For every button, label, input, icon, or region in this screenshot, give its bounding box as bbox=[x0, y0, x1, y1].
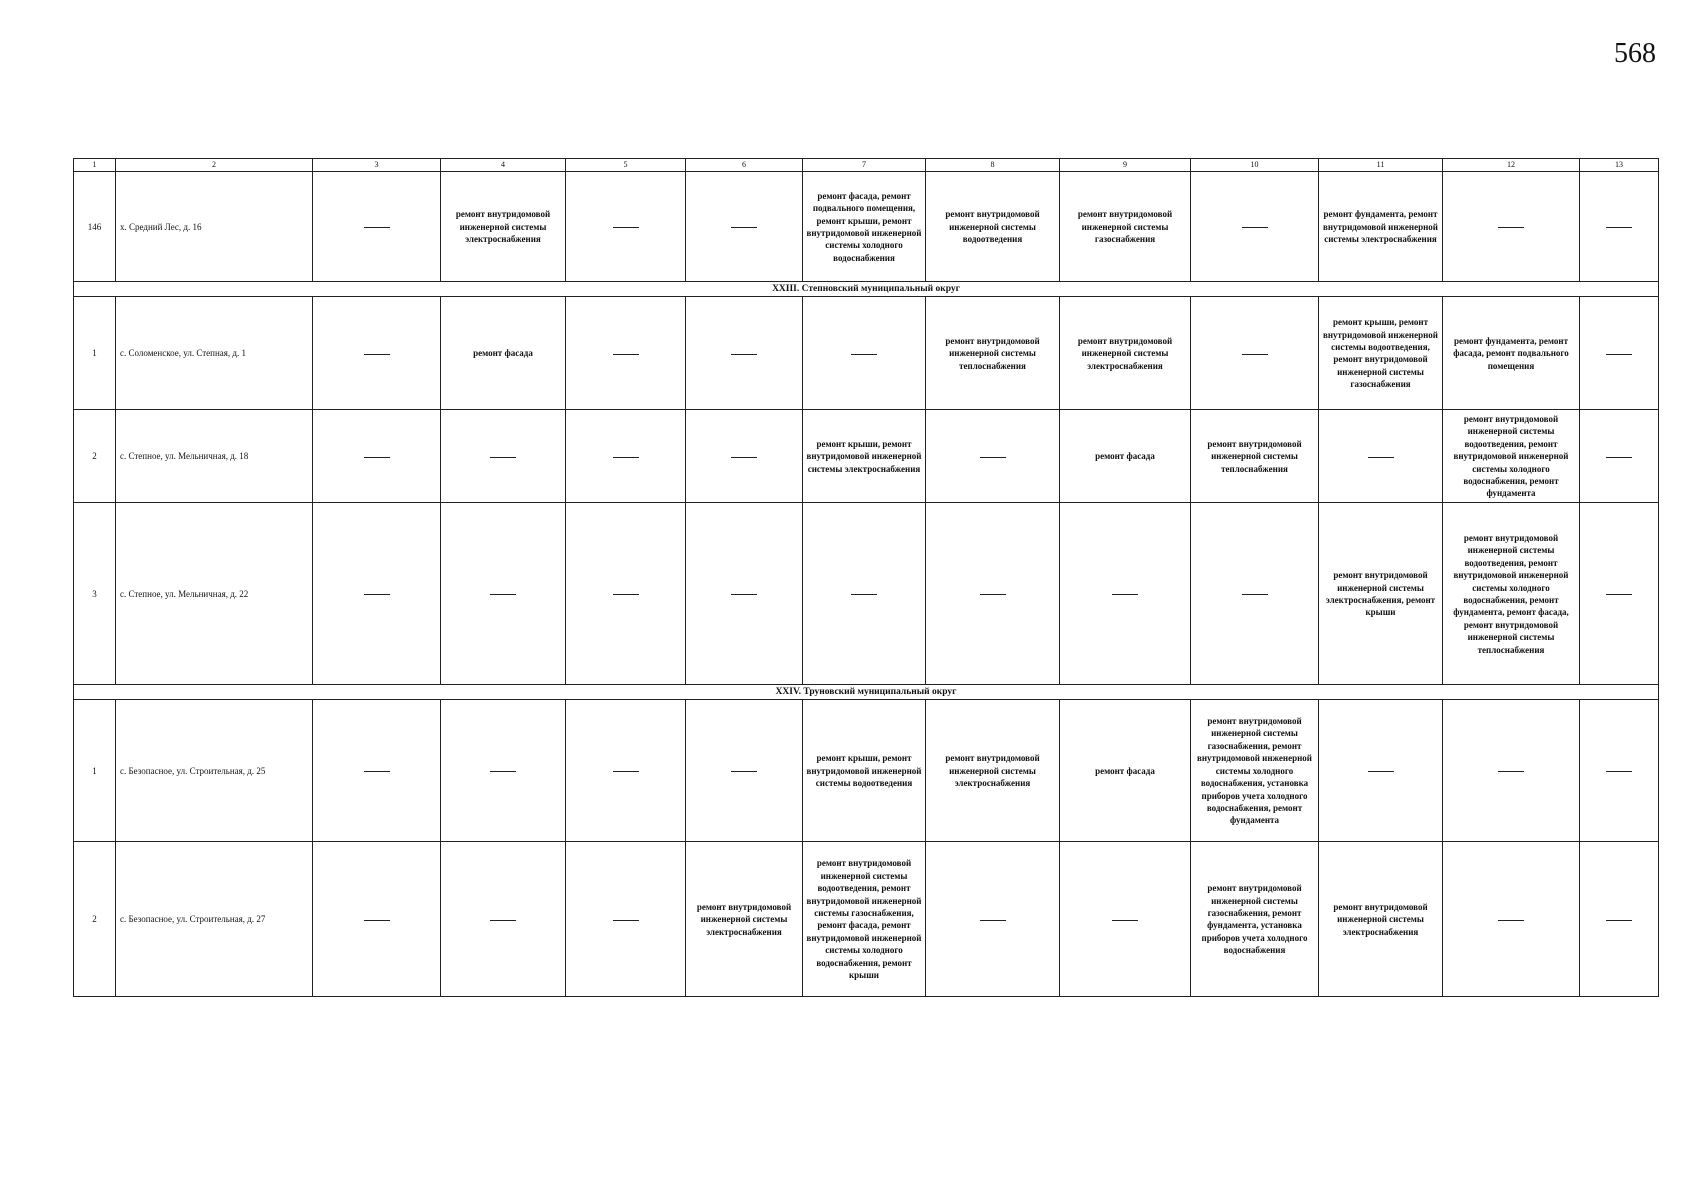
work-cell bbox=[926, 842, 1060, 997]
dash-mark bbox=[1368, 457, 1394, 458]
dash-mark bbox=[613, 594, 639, 595]
dash-mark bbox=[490, 457, 516, 458]
work-cell: ремонт внутридомовой инженерной системы водоотведения, ремонт внутридомовой инженерной системы холодного водоснабжения, ремонт фундамента, ремонт фасада, ремонт внутридомовой инженерной системы теплоснабжения bbox=[1443, 503, 1580, 685]
work-cell bbox=[1191, 503, 1319, 685]
dash-mark bbox=[1606, 771, 1632, 772]
table-row bbox=[74, 297, 1659, 410]
dash-mark bbox=[731, 594, 757, 595]
work-cell bbox=[313, 410, 441, 503]
column-number: 13 bbox=[1580, 159, 1659, 172]
dash-mark bbox=[364, 227, 390, 228]
dash-mark bbox=[1606, 594, 1632, 595]
table-row bbox=[74, 842, 1659, 997]
dash-mark bbox=[490, 920, 516, 921]
dash-mark bbox=[851, 354, 877, 355]
column-number: 8 bbox=[926, 159, 1060, 172]
work-cell bbox=[1580, 503, 1659, 685]
row-number: 1 bbox=[74, 297, 116, 410]
table-row bbox=[74, 172, 1659, 282]
work-cell bbox=[686, 297, 803, 410]
work-cell bbox=[566, 842, 686, 997]
work-cell: ремонт фасада bbox=[1060, 700, 1191, 842]
work-cell bbox=[926, 503, 1060, 685]
column-number: 5 bbox=[566, 159, 686, 172]
column-number: 3 bbox=[313, 159, 441, 172]
section-header-row bbox=[74, 685, 1659, 700]
work-cell bbox=[566, 700, 686, 842]
work-cell bbox=[313, 842, 441, 997]
dash-mark bbox=[364, 354, 390, 355]
work-cell bbox=[1580, 172, 1659, 282]
dash-mark bbox=[851, 594, 877, 595]
dash-mark bbox=[613, 771, 639, 772]
dash-mark bbox=[1112, 594, 1138, 595]
section-title: XXIV. Труновский муниципальный округ bbox=[74, 685, 1659, 700]
column-number: 9 bbox=[1060, 159, 1191, 172]
work-cell bbox=[441, 503, 566, 685]
work-cell: ремонт внутридомовой инженерной системы электроснабжения bbox=[926, 700, 1060, 842]
dash-mark bbox=[731, 227, 757, 228]
dash-mark bbox=[980, 920, 1006, 921]
address-cell: с. Соломенское, ул. Степная, д. 1 bbox=[116, 297, 313, 410]
work-cell bbox=[566, 172, 686, 282]
work-cell bbox=[803, 503, 926, 685]
work-cell bbox=[566, 503, 686, 685]
work-cell bbox=[1319, 700, 1443, 842]
dash-mark bbox=[490, 771, 516, 772]
row-number: 2 bbox=[74, 842, 116, 997]
work-cell: ремонт крыши, ремонт внутридомовой инженерной системы водоотведения bbox=[803, 700, 926, 842]
work-cell: ремонт внутридомовой инженерной системы электроснабжения bbox=[686, 842, 803, 997]
work-cell: ремонт крыши, ремонт внутридомовой инженерной системы водоотведения, ремонт внутридомовой инженерной системы газоснабжения bbox=[1319, 297, 1443, 410]
work-cell bbox=[441, 842, 566, 997]
work-cell: ремонт внутридомовой инженерной системы газоснабжения, ремонт внутридомовой инженерной системы холодного водоснабжения, установка приборов учета холодного водоснабжения, ремонт фундамента bbox=[1191, 700, 1319, 842]
work-cell: ремонт внутридомовой инженерной системы водоотведения, ремонт внутридомовой инженерной системы газоснабжения, ремонт фасада, ремонт внутридомовой инженерной системы холодного водоснабжения, ремонт крыши bbox=[803, 842, 926, 997]
address-cell: х. Средний Лес, д. 16 bbox=[116, 172, 313, 282]
work-cell bbox=[686, 410, 803, 503]
work-cell: ремонт внутридомовой инженерной системы водоотведения, ремонт внутридомовой инженерной системы холодного водоснабжения, ремонт фундамента bbox=[1443, 410, 1580, 503]
work-cell bbox=[1443, 700, 1580, 842]
dash-mark bbox=[1498, 920, 1524, 921]
work-cell bbox=[1060, 503, 1191, 685]
dash-mark bbox=[1606, 920, 1632, 921]
work-cell bbox=[1443, 842, 1580, 997]
dash-mark bbox=[364, 920, 390, 921]
dash-mark bbox=[731, 354, 757, 355]
work-cell: ремонт фундамента, ремонт внутридомовой инженерной системы электроснабжения bbox=[1319, 172, 1443, 282]
column-number: 1 bbox=[74, 159, 116, 172]
column-number: 11 bbox=[1319, 159, 1443, 172]
work-cell bbox=[313, 700, 441, 842]
dash-mark bbox=[1242, 594, 1268, 595]
row-number: 2 bbox=[74, 410, 116, 503]
dash-mark bbox=[1112, 920, 1138, 921]
work-cell bbox=[1191, 297, 1319, 410]
work-cell: ремонт внутридомовой инженерной системы электроснабжения, ремонт крыши bbox=[1319, 503, 1443, 685]
dash-mark bbox=[980, 594, 1006, 595]
work-cell bbox=[313, 172, 441, 282]
work-cell bbox=[803, 297, 926, 410]
work-cell bbox=[313, 297, 441, 410]
column-number: 10 bbox=[1191, 159, 1319, 172]
work-cell: ремонт внутридомовой инженерной системы электроснабжения bbox=[441, 172, 566, 282]
work-cell bbox=[1060, 842, 1191, 997]
row-number: 3 bbox=[74, 503, 116, 685]
work-cell: ремонт внутридомовой инженерной системы электроснабжения bbox=[1060, 297, 1191, 410]
work-cell bbox=[926, 410, 1060, 503]
column-number: 6 bbox=[686, 159, 803, 172]
dash-mark bbox=[1606, 457, 1632, 458]
address-cell: с. Степное, ул. Мельничная, д. 18 bbox=[116, 410, 313, 503]
dash-mark bbox=[613, 920, 639, 921]
work-cell bbox=[1319, 410, 1443, 503]
column-number: 2 bbox=[116, 159, 313, 172]
page-number: 568 bbox=[1614, 38, 1656, 69]
work-cell: ремонт крыши, ремонт внутридомовой инженерной системы электроснабжения bbox=[803, 410, 926, 503]
work-cell bbox=[566, 297, 686, 410]
work-cell: ремонт фасада, ремонт подвального помещения, ремонт крыши, ремонт внутридомовой инженерной системы холодного водоснабжения bbox=[803, 172, 926, 282]
column-number: 12 bbox=[1443, 159, 1580, 172]
dash-mark bbox=[1242, 354, 1268, 355]
dash-mark bbox=[613, 354, 639, 355]
work-cell bbox=[686, 700, 803, 842]
column-number: 4 bbox=[441, 159, 566, 172]
address-cell: с. Безопасное, ул. Строительная, д. 25 bbox=[116, 700, 313, 842]
section-title: XXIII. Степновский муниципальный округ bbox=[74, 282, 1659, 297]
work-cell: ремонт внутридомовой инженерной системы теплоснабжения bbox=[926, 297, 1060, 410]
dash-mark bbox=[613, 457, 639, 458]
dash-mark bbox=[1606, 354, 1632, 355]
work-cell: ремонт внутридомовой инженерной системы водоотведения bbox=[926, 172, 1060, 282]
dash-mark bbox=[731, 457, 757, 458]
work-cell bbox=[313, 503, 441, 685]
section-header-row bbox=[74, 282, 1659, 297]
work-cell bbox=[1443, 172, 1580, 282]
dash-mark bbox=[1498, 771, 1524, 772]
column-number: 7 bbox=[803, 159, 926, 172]
work-cell bbox=[1580, 410, 1659, 503]
work-cell bbox=[686, 172, 803, 282]
work-cell: ремонт внутридомовой инженерной системы газоснабжения bbox=[1060, 172, 1191, 282]
dash-mark bbox=[364, 457, 390, 458]
work-cell bbox=[686, 503, 803, 685]
work-cell: ремонт внутридомовой инженерной системы теплоснабжения bbox=[1191, 410, 1319, 503]
dash-mark bbox=[1242, 227, 1268, 228]
dash-mark bbox=[731, 771, 757, 772]
work-cell bbox=[1580, 700, 1659, 842]
dash-mark bbox=[1498, 227, 1524, 228]
work-cell bbox=[1191, 172, 1319, 282]
row-number: 146 bbox=[74, 172, 116, 282]
table-row bbox=[74, 503, 1659, 685]
work-cell: ремонт внутридомовой инженерной системы газоснабжения, ремонт фундамента, установка приборов учета холодного водоснабжения bbox=[1191, 842, 1319, 997]
table-row bbox=[74, 700, 1659, 842]
dash-mark bbox=[980, 457, 1006, 458]
work-cell: ремонт фундамента, ремонт фасада, ремонт подвального помещения bbox=[1443, 297, 1580, 410]
table-row bbox=[74, 410, 1659, 503]
work-cell: ремонт внутридомовой инженерной системы электроснабжения bbox=[1319, 842, 1443, 997]
dash-mark bbox=[1606, 227, 1632, 228]
work-cell: ремонт фасада bbox=[441, 297, 566, 410]
address-cell: с. Безопасное, ул. Строительная, д. 27 bbox=[116, 842, 313, 997]
dash-mark bbox=[490, 594, 516, 595]
work-cell bbox=[441, 410, 566, 503]
column-number-row bbox=[74, 159, 1659, 172]
work-cell bbox=[1580, 297, 1659, 410]
work-cell bbox=[1580, 842, 1659, 997]
work-cell bbox=[441, 700, 566, 842]
dash-mark bbox=[364, 771, 390, 772]
repair-schedule-table bbox=[73, 158, 1659, 997]
dash-mark bbox=[613, 227, 639, 228]
row-number: 1 bbox=[74, 700, 116, 842]
work-cell bbox=[566, 410, 686, 503]
dash-mark bbox=[364, 594, 390, 595]
dash-mark bbox=[1368, 771, 1394, 772]
address-cell: с. Степное, ул. Мельничная, д. 22 bbox=[116, 503, 313, 685]
work-cell: ремонт фасада bbox=[1060, 410, 1191, 503]
